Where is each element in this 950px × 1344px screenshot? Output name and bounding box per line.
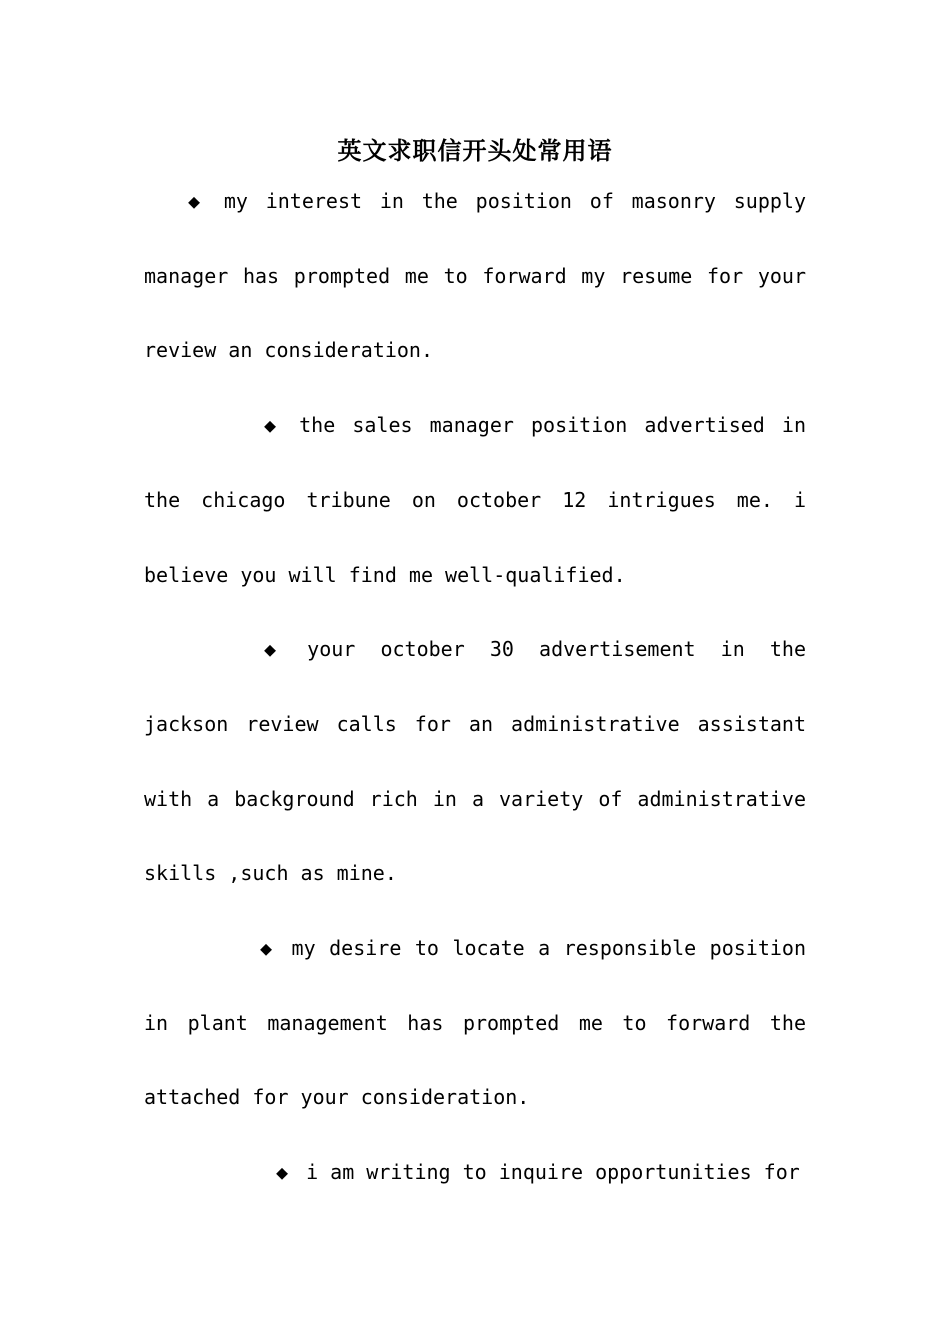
diamond-bullet-icon: ◆ — [264, 637, 277, 662]
bullet-paragraph-3 — [144, 612, 806, 911]
bullet-paragraph-2 — [144, 388, 806, 612]
paragraph-text: my desire to locate a responsible position in plant management has prompted me to forward the attached for your consideration. — [144, 936, 806, 1110]
document-body — [144, 164, 806, 1210]
diamond-bullet-icon: ◆ — [260, 936, 273, 961]
document-title: 英文求职信开头处常用语 — [337, 136, 613, 165]
diamond-bullet-icon: ◆ — [276, 1160, 289, 1185]
paragraph-text: the sales manager position advertised in the chicago tribune on october 12 intrigues me. i believe you will find me well-qualified. — [144, 413, 807, 587]
bullet-paragraph-1 — [144, 164, 806, 388]
bullet-paragraph-5 — [144, 1135, 806, 1210]
paragraph-text: i am writing to inquire opportunities for — [306, 1160, 800, 1185]
diamond-bullet-icon: ◆ — [188, 189, 201, 213]
bullet-paragraph-4 — [144, 911, 806, 1135]
paragraph-text: your october 30 advertisement in the jackson review calls for an administrative assistant with a background rich in a variety of administrative skills ,such as mine. — [144, 637, 806, 886]
paragraph-text: my interest in the position of masonry supply manager has prompted me to forward my resume for your review an consideration. — [144, 189, 806, 363]
diamond-bullet-icon: ◆ — [264, 413, 277, 438]
